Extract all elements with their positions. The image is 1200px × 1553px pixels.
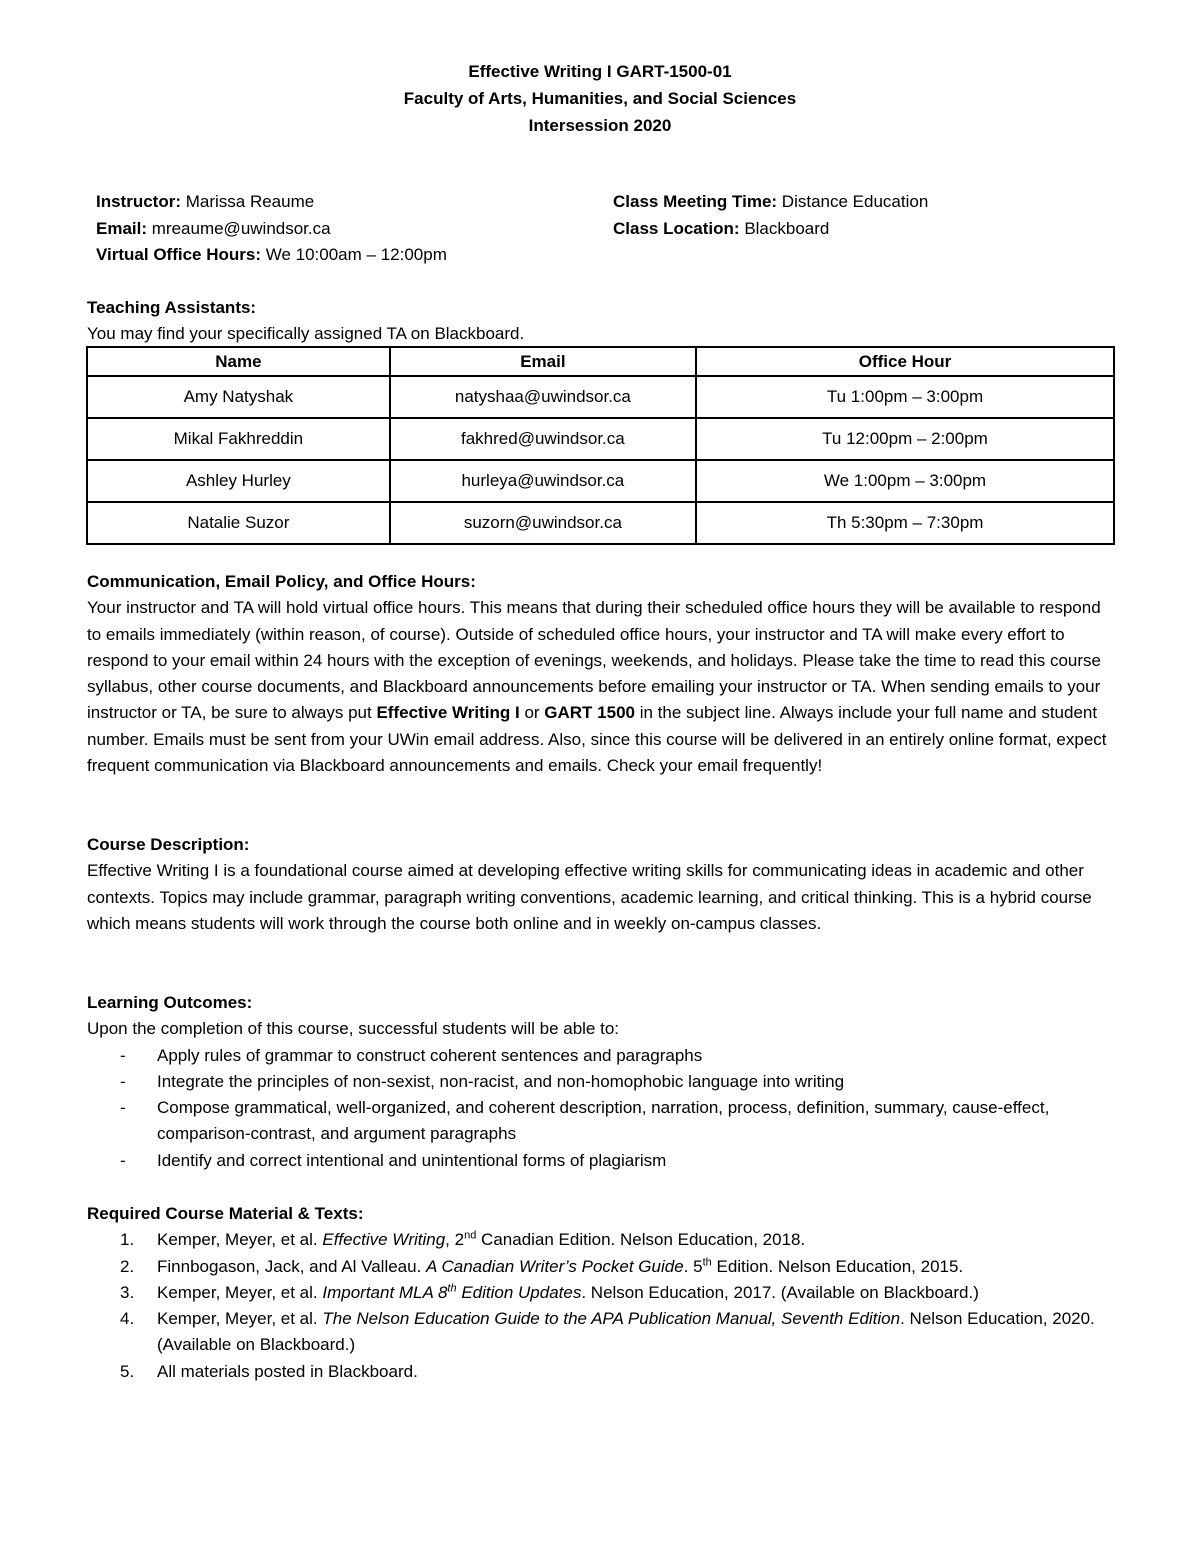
communication-section [87,569,1117,779]
communication-text-2: or [519,703,545,723]
meeting-label: Class Meeting Time: [613,192,778,211]
ta-hour: We 1:00pm – 3:00pm [696,460,1114,502]
material-text: , 2 [445,1230,465,1250]
list-item [87,1095,1117,1148]
ta-email[interactable]: natyshaa@uwindsor.ca [390,376,696,418]
term-name: Intersession 2020 [528,116,672,135]
office-hours-line [96,242,447,269]
title-block [0,58,1200,139]
communication-bold-1: Effective Writing I [376,703,520,723]
email-line [96,216,447,243]
communication-text-3: in the subject line. Always include your full name and student number. Emails must be sent from your UWin email address. Also, since this course will be delivered in an entirely online format, expect frequent communication via Blackboard announcements and emails. Check your email frequently! [87,703,1107,776]
communication-heading: Communication, Email Policy, and Office Hours: [87,572,476,591]
material-text: Kemper, Meyer, et al. [157,1230,323,1250]
office-hours-value: We 10:00am – 12:00pm [261,245,447,264]
item-number: 5. [120,1361,135,1381]
outcome-text: Identify and correct intentional and unintentional forms of plagiarism [157,1150,667,1170]
list-item [87,1280,1117,1306]
bullet-dash: - [120,1071,126,1091]
item-number: 4. [120,1309,135,1329]
meeting-line [613,189,928,216]
email-value[interactable]: mreaume@uwindsor.ca [147,218,331,238]
material-text: Kemper, Meyer, et al. [157,1309,323,1329]
material-text: Finnbogason, Jack, and Al Valleau. [157,1256,427,1276]
list-item [87,1306,1117,1359]
location-label: Class Location: [613,218,740,238]
column-header-office-hour: Office Hour [696,347,1114,376]
meeting-value: Distance Education [777,192,929,211]
communication-text [87,595,1117,779]
ta-name: Mikal Fakhreddin [87,418,390,460]
outcomes-intro: Upon the completion of this course, successful students will be able to: [87,1019,620,1039]
class-info [613,189,928,242]
location-value: Blackboard [739,218,830,238]
list-item [87,1148,1117,1174]
list-item [87,1254,1117,1280]
ta-email[interactable]: suzorn@uwindsor.ca [390,502,696,544]
list-item [87,1043,1117,1069]
ta-email[interactable]: hurleya@uwindsor.ca [390,460,696,502]
material-text: . Nelson Education, 2017. (Available on Blackboard.) [581,1282,979,1302]
course-title: Effective Writing I GART-1500-01 [468,62,732,81]
ta-heading: Teaching Assistants: [87,298,257,317]
material-text: Canadian Edition. Nelson Education, 2018. [476,1230,806,1250]
material-superscript: nd [464,1229,477,1242]
material-text: Edition. Nelson Education, 2015. [711,1256,964,1276]
email-label: Email: [96,218,148,238]
item-number: 3. [120,1282,135,1302]
instructor-label: Instructor: [96,192,181,211]
instructor-info [96,189,447,269]
material-text: All materials posted in Blackboard. [157,1361,418,1381]
ta-hour: Tu 12:00pm – 2:00pm [696,418,1114,460]
bullet-dash: - [120,1150,126,1170]
bullet-dash: - [120,1045,126,1065]
outcome-text: Integrate the principles of non-sexist, non-racist, and non-homophobic language into writing [157,1071,845,1091]
item-number: 2. [120,1256,135,1276]
ta-name: Ashley Hurley [87,460,390,502]
material-superscript: th [702,1255,712,1268]
material-superscript: th [447,1282,457,1295]
ta-table [86,346,1115,545]
material-text: . 5 [683,1256,703,1276]
communication-text-1: Your instructor and TA will hold virtual office hours. This means that during their scheduled office hours they will be available to respond to emails immediately (within reason, of course). Outside of scheduled office hours, your instructor and TA will make every effort to respond to your email within 24 hours with the exception of evenings, weekends, and holidays. Please take the time to read this course syllabus, other course documents, and Blackboard announcements before emailing your instructor or TA. When sending emails to your instructor or TA, be sure to always put [87,598,1101,723]
outcomes-heading: Learning Outcomes: [87,993,253,1012]
instructor-line [96,189,447,216]
ta-table-header [87,347,1114,376]
list-item [87,1227,1117,1253]
outcomes-section [87,990,1117,1174]
outcomes-list [87,1043,1117,1174]
bullet-dash: - [120,1098,126,1118]
material-title: A Canadian Writer’s Pocket Guide [426,1256,684,1276]
ta-hour: Th 5:30pm – 7:30pm [696,502,1114,544]
office-hours-label: Virtual Office Hours: [96,245,261,264]
ta-hour: Tu 1:00pm – 3:00pm [696,376,1114,418]
list-item [87,1359,1117,1385]
faculty-name: Faculty of Arts, Humanities, and Social Sciences [403,89,797,108]
table-row [87,502,1114,544]
list-item [87,1069,1117,1095]
table-row [87,460,1114,502]
column-header-name: Name [87,347,390,376]
ta-email[interactable]: fakhred@uwindsor.ca [390,418,696,460]
table-row [87,376,1114,418]
table-row [87,418,1114,460]
description-section [87,832,1117,937]
ta-name: Amy Natyshak [87,376,390,418]
materials-section [87,1201,1117,1385]
item-number: 1. [120,1230,135,1250]
materials-list [87,1227,1117,1385]
ta-section [87,295,1117,348]
outcome-text: Apply rules of grammar to construct coherent sentences and paragraphs [157,1045,703,1065]
material-title: The Nelson Education Guide to the APA Publication Manual, Seventh Edition [322,1309,901,1329]
material-title: Effective Writing [322,1230,446,1250]
instructor-value: Marissa Reaume [181,192,315,211]
ta-name: Natalie Suzor [87,502,390,544]
material-title: Edition Updates [456,1282,582,1302]
outcome-text: Compose grammatical, well-organized, and coherent description, narration, process, definition, summary, cause-effect, comparison-contrast, and argument paragraphs [157,1098,1050,1144]
materials-heading: Required Course Material & Texts: [87,1204,364,1223]
material-text: . Nelson Education, 2020. (Available on Blackboard.) [157,1309,1095,1355]
column-header-email: Email [390,347,696,376]
location-line [613,216,928,243]
description-heading: Course Description: [87,835,250,854]
material-text: Kemper, Meyer, et al. [157,1282,323,1302]
description-text: Effective Writing I is a foundational course aimed at developing effective writing skills for communicating ideas in academic and other contexts. Topics may include grammar, paragraph writing conventions, academic learning, and critical thinking. This is a hybrid course which means students will work through the course both online and in weekly on-campus classes. [87,861,1092,933]
communication-bold-2: GART 1500 [544,703,635,723]
ta-intro: You may find your specifically assigned TA on Blackboard. [87,324,525,344]
material-title: Important MLA 8 [322,1282,448,1302]
